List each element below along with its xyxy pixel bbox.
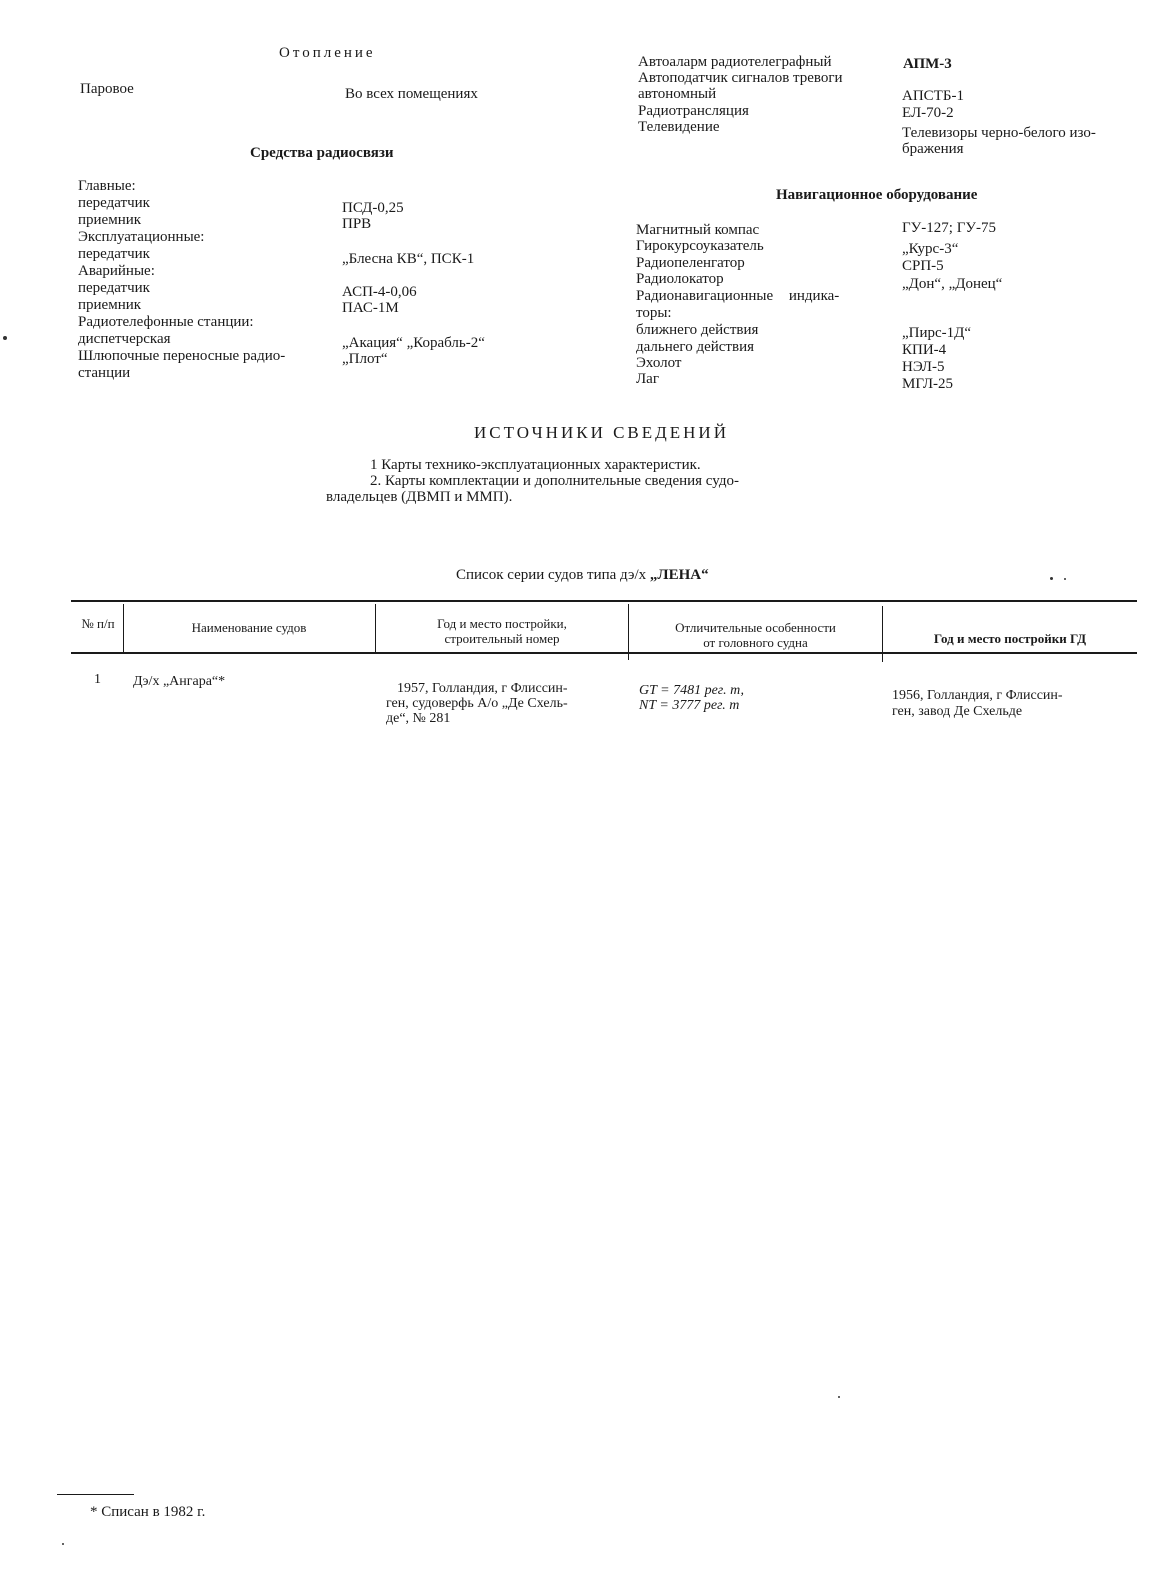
heating-scope: Во всех помещениях [345,86,478,102]
scan-speck [1064,578,1066,580]
radio-value: ПАС-1М [342,300,399,316]
row-built-line: 1957, Голландия, г Флиссин- [397,681,568,696]
sources-line: владельцев (ДВМП и ММП). [326,489,513,505]
sources-line: 2. Карты комплектации и дополнительные сведения судо- [370,473,739,489]
footnote-rule [57,1494,134,1495]
navigation-title: Навигационное оборудование [776,187,978,203]
radio-label: диспетчерская [78,331,171,347]
radio-label-emergency: Аварийные: [78,263,155,279]
scan-speck [3,336,7,340]
heating-title: Отопление [279,45,376,61]
radio-value: ПСД-0,25 [342,200,404,216]
radio-label: приемник [78,297,142,313]
signals-label: Автоподатчик сигналов тревоги [638,70,843,86]
navigation-label: торы: [636,305,672,321]
column-header-engine: Год и место постройки ГД [933,631,1087,646]
signals-label: Телевидение [638,119,720,135]
navigation-label: Гирокурсоуказатель [636,238,764,254]
signals-value: Телевизоры черно-белого изо- [902,125,1096,141]
navigation-label: Радионавигационные индика- [636,288,840,304]
row-diff-line: NT = 3777 рег. т [639,698,740,713]
column-header-diff-line2: от головного судна [703,635,808,650]
radio-label: Шлюпочные переносные радио- [78,348,286,364]
scan-speck [62,1543,64,1545]
series-caption [456,567,709,583]
radio-label: станции [78,365,131,381]
radio-label: передатчик [78,246,150,262]
navigation-label: Магнитный компас [636,222,760,238]
signals-value: ЕЛ-70-2 [902,105,954,121]
navigation-value: ГУ-127; ГУ-75 [902,220,996,236]
radio-label: передатчик [78,195,150,211]
signals-label: автономный [638,86,717,102]
radio-title: Средства радиосвязи [250,145,394,161]
radio-label: передатчик [78,280,150,296]
radio-value: „Блесна КВ“, ПСК-1 [342,251,475,267]
table-header-rule [71,652,1137,654]
signals-value: АПМ-3 [903,56,952,72]
table-top-rule [71,600,1137,602]
radio-label-operational: Эксплуатационные: [78,229,205,245]
footnote: * Списан в 1982 г. [90,1504,206,1520]
radio-value: „Плот“ [342,351,388,367]
signals-label: Автоаларм радиотелеграфный [638,54,832,70]
radio-label-main: Главные: [78,178,136,194]
column-header-built-line2: строительный номер [444,631,560,646]
navigation-label: Радиолокатор [636,271,724,287]
radio-value: АСП-4-0,06 [342,284,417,300]
scan-speck [1050,577,1053,580]
row-built-line: де“, № 281 [386,711,451,726]
navigation-label: Эхолот [636,355,682,371]
row-built-line: ген, судоверфь А/о „Де Схель- [386,696,568,711]
sources-line: 1 Карты технико-эксплуатационных характеристик. [370,457,701,473]
navigation-value: КПИ-4 [902,342,947,358]
scan-speck [838,1396,840,1398]
column-header-name: Наименование судов [191,620,307,635]
navigation-label: Лаг [636,371,659,387]
navigation-value: „Дон“, „Донец“ [902,276,1003,292]
series-caption-name: „ЛЕНА“ [649,567,709,583]
column-header-number: № п/п [81,616,115,631]
radio-value: ПРВ [342,216,372,232]
navigation-value: „Пирс-1Д“ [902,325,972,341]
sources-title: ИСТОЧНИКИ СВЕДЕНИЙ [474,423,729,442]
signals-value: АПСТБ-1 [902,88,964,104]
navigation-value: НЭЛ-5 [902,359,945,375]
radio-value: „Акация“ „Корабль-2“ [342,335,485,351]
row-engine-line: ген, завод Де Схельде [892,704,1023,719]
row-vessel-name: Дэ/х „Ангара“* [133,674,226,689]
navigation-label: ближнего действия [636,322,759,338]
row-number: 1 [94,672,101,687]
navigation-value: СРП-5 [902,258,944,274]
navigation-value: „Курс-3“ [902,241,959,257]
row-engine-line: 1956, Голландия, г Флиссин- [892,688,1063,703]
navigation-label: дальнего действия [636,339,755,355]
signals-label: Радиотрансляция [638,103,749,119]
navigation-value: МГЛ-25 [902,376,954,392]
navigation-label: Радиопеленгатор [636,255,745,271]
radio-label-radiophone: Радиотелефонные станции: [78,314,254,330]
column-header-diff-line1: Отличительные особенности [675,620,836,635]
radio-label: приемник [78,212,142,228]
row-diff-line: GT = 7481 рег. т, [639,683,745,698]
column-header-built-line1: Год и место постройки, [437,616,567,631]
series-caption-prefix: Список серии судов типа дэ/х [456,567,647,583]
heating-type: Паровое [80,81,134,97]
signals-value: бражения [902,141,964,157]
